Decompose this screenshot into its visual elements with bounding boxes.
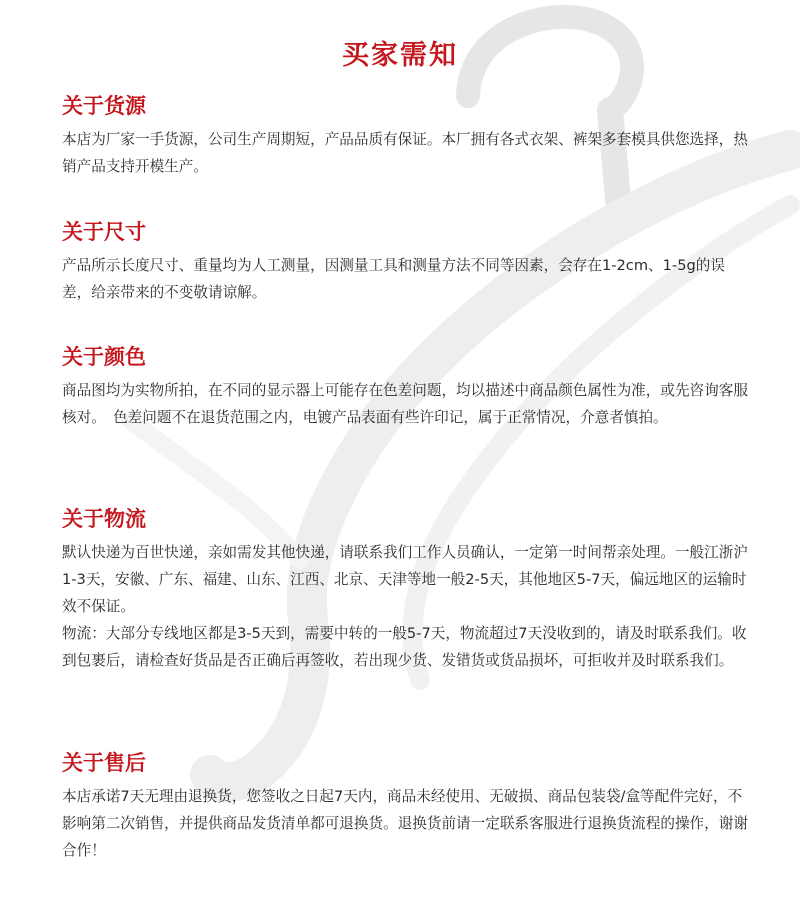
section-color — [62, 343, 752, 431]
section-text-aftersale: 本店承诺7天无理由退换货，您签收之日起7天内，商品未经使用、无破损、商品包装袋/盒等配件完好，不影响第二次销售，并提供商品发货清单都可退换货。退换货前请一定联系客服进行退换货流程的操作，谢谢合作！ — [62, 788, 748, 859]
section-text-color: 商品图均为实物所拍，在不同的显示器上可能存在色差问题，均以描述中商品颜色属性为准，或先咨询客服核对。 色差问题不在退货范围之内，电镀产品表面有些许印记，属于正常情况，介意者慎拍。 — [62, 382, 748, 426]
section-heading-shipping: 关于物流 — [62, 507, 146, 531]
section-heading-color: 关于颜色 — [62, 345, 146, 369]
section-shipping — [62, 505, 752, 674]
section-heading-size: 关于尺寸 — [62, 220, 146, 244]
page-title: 买家需知 — [342, 40, 458, 71]
section-aftersale — [62, 749, 752, 864]
section-heading-aftersale: 关于售后 — [62, 751, 146, 775]
section-text-shipping-courier: 默认快递为百世快递，亲如需发其他快递，请联系我们工作人员确认，一定第一时间帮亲处理。一般江浙沪1-3天，安徽、广东、福建、山东、江西、北京、天津等地一般2-5天，其他地区5-7天，偏远地区的运输时效不保证。 — [62, 544, 748, 615]
section-text-shipping-logistics: 物流：大部分专线地区都是3-5天到，需要中转的一般5-7天，物流超过7天没收到的，请及时联系我们。收到包裹后，请检查好货品是否正确后再签收，若出现少货、发错货或货品损坏，可拒收并及时联系我们。 — [62, 625, 747, 669]
section-size — [62, 218, 752, 306]
section-text-size: 产品所示长度尺寸、重量均为人工测量，因测量工具和测量方法不同等因素，会存在1-2cm、1-5g的误差，给亲带来的不变敬请谅解。 — [62, 257, 725, 301]
section-text-source: 本店为厂家一手货源，公司生产周期短，产品品质有保证。本厂拥有各式衣架、裤架多套模具供您选择，热销产品支持开模生产。 — [62, 131, 748, 175]
section-heading-source: 关于货源 — [62, 94, 146, 118]
section-source — [62, 92, 752, 180]
